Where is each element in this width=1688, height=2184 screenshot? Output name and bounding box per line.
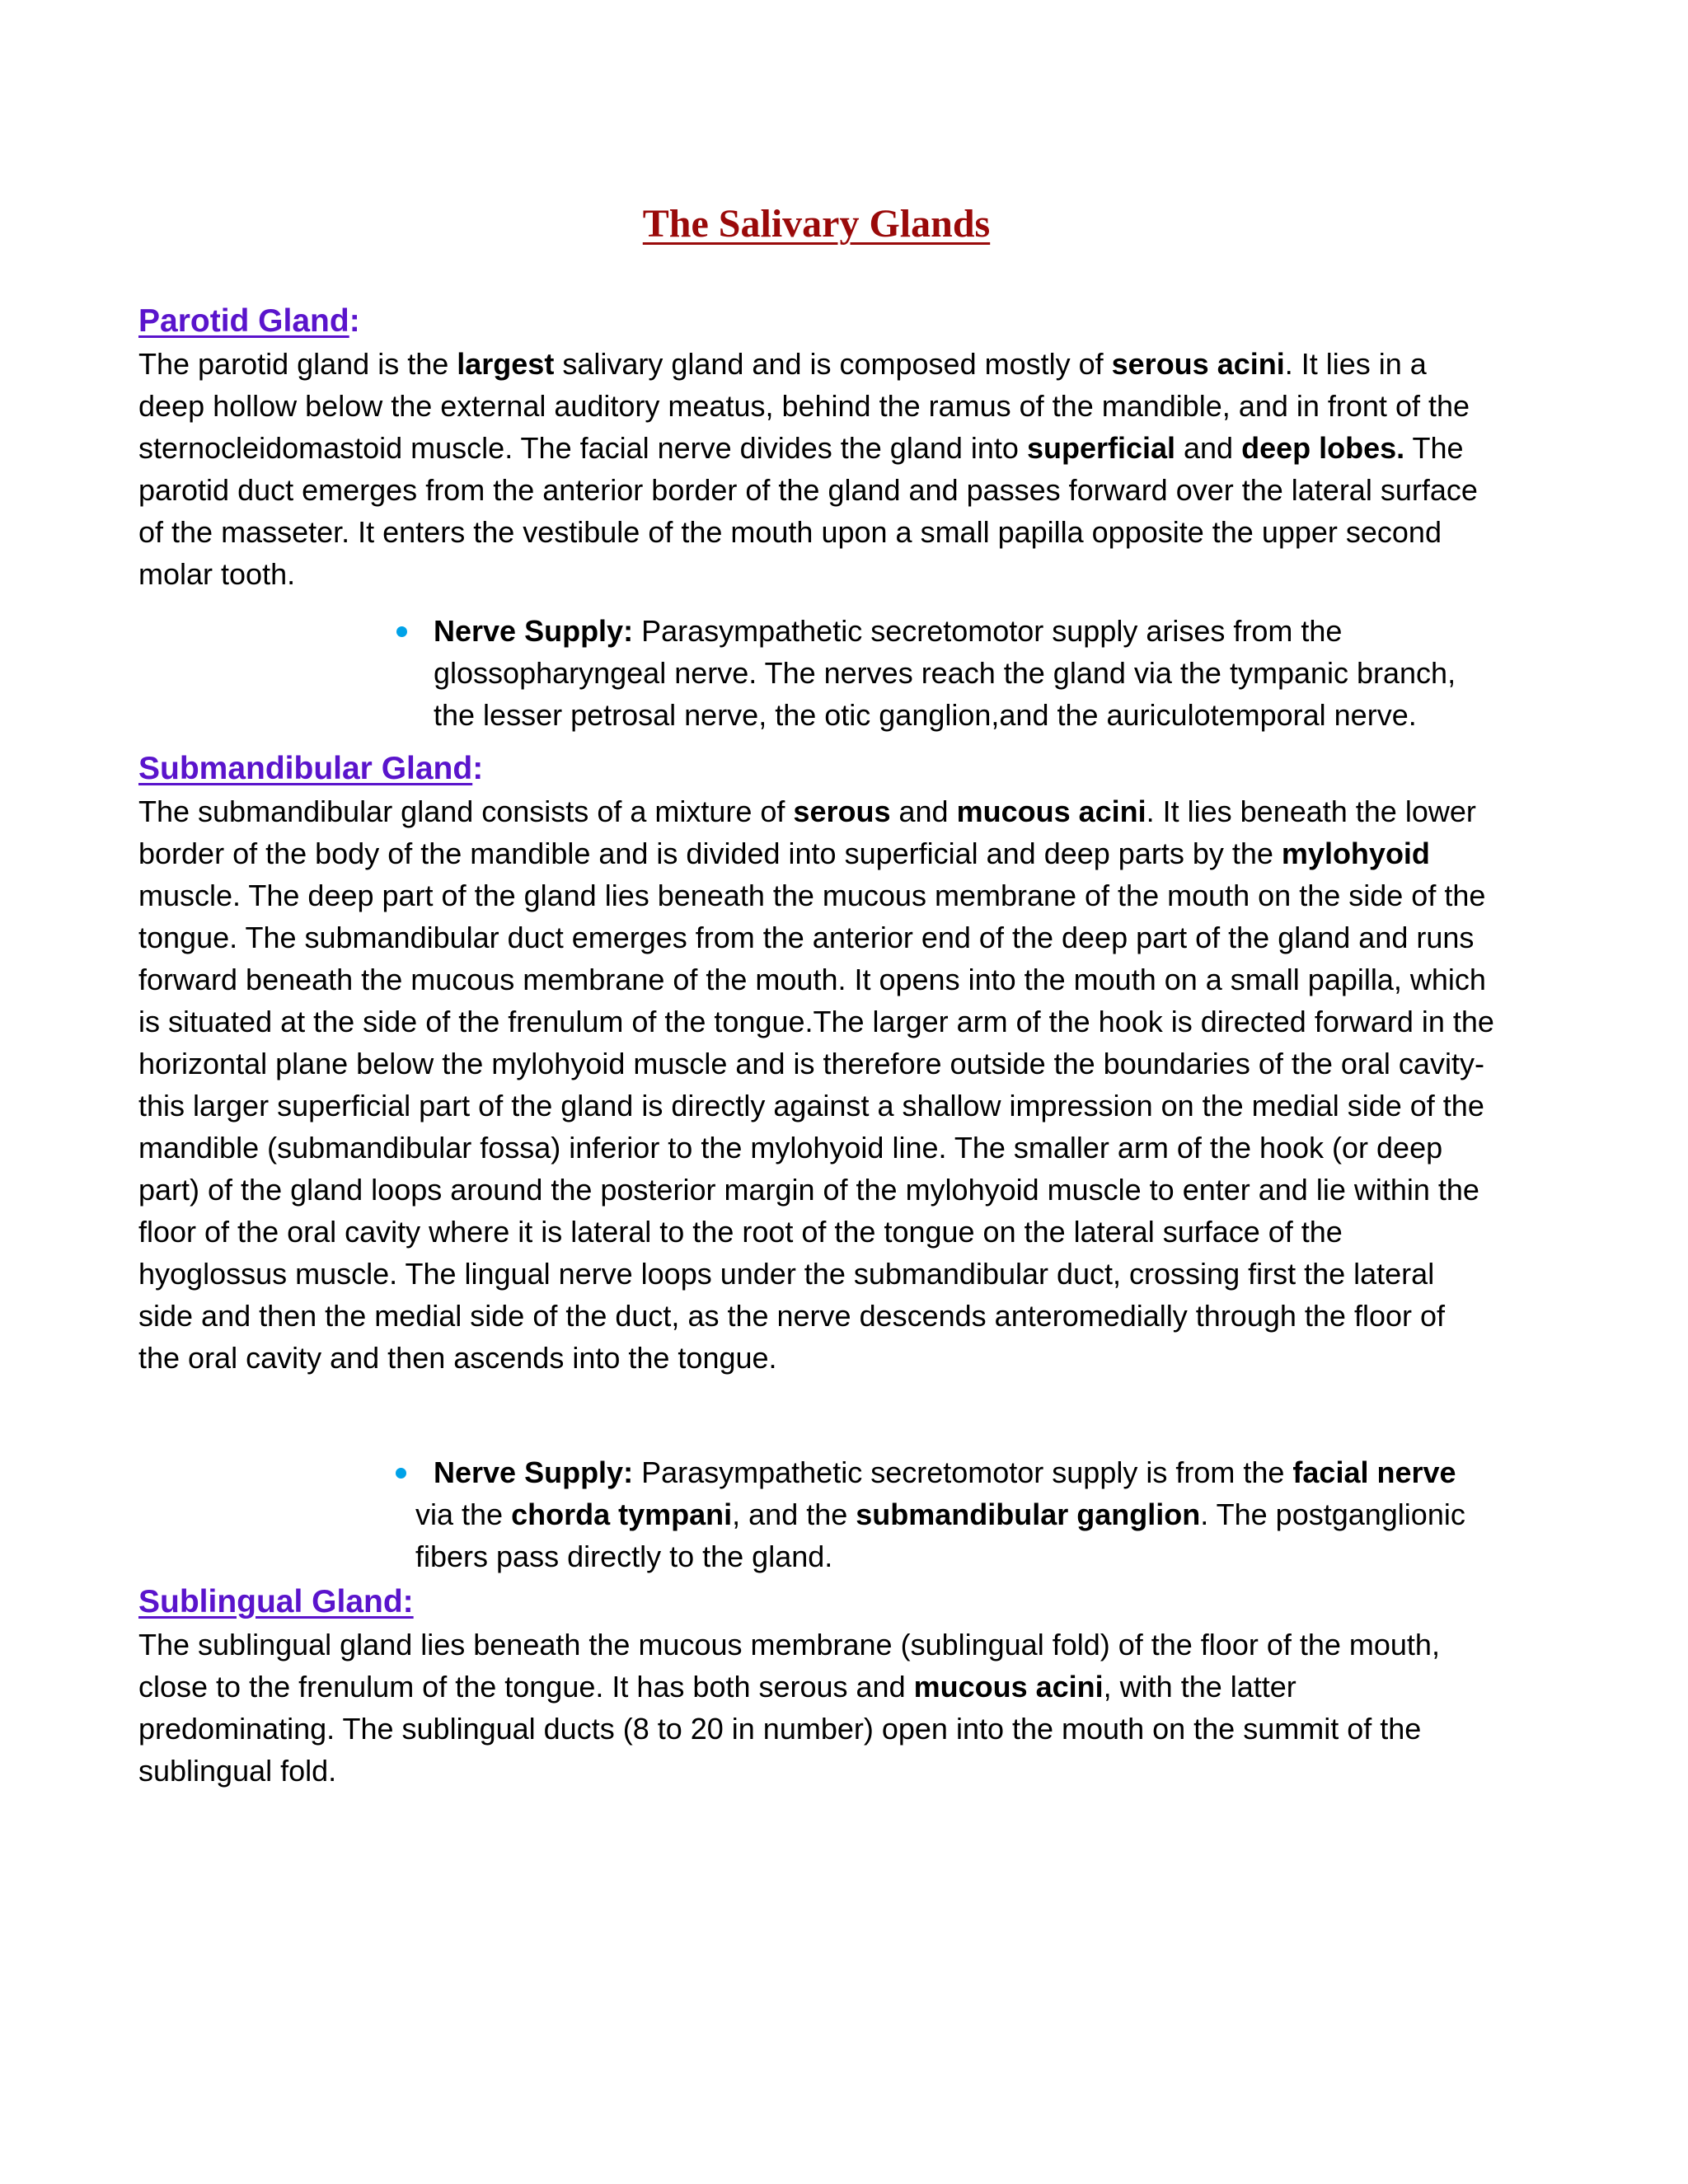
bold-term: chorda tympani: [511, 1497, 733, 1531]
text-run: . The postganglionic fibers pass directly to the gland.: [415, 1497, 1465, 1573]
bold-term: submandibular ganglion: [856, 1497, 1201, 1531]
bold-term: superficial: [1026, 431, 1176, 465]
page-title: The Salivary Glands: [642, 202, 991, 246]
document-page: [138, 190, 1494, 1792]
bold-term: deep lobes.: [1241, 431, 1405, 465]
bullet-label: Nerve Supply:: [434, 614, 634, 648]
text-run: , with the latter predominating. The sublingual ducts (8 to 20 in number) open into the mouth on the summit of the sublingual fold.: [138, 1670, 1422, 1788]
parotid-nerve-supply-bullet: [434, 610, 1494, 736]
parotid-heading: [138, 300, 1494, 343]
bullet-dot-icon: [396, 626, 407, 637]
parotid-heading-colon: :: [349, 303, 360, 339]
text-run: The sublingual gland lies beneath the mucous membrane (sublingual fold) of the floor of the mouth, close to the frenulum of the tongue. It has both serous and: [138, 1628, 1440, 1704]
bold-term: mucous acini: [913, 1670, 1104, 1704]
sublingual-heading: Sublingual Gland:: [138, 1584, 414, 1619]
bold-term: mylohyoid: [1281, 837, 1430, 870]
submandibular-heading-colon: :: [472, 751, 484, 786]
bold-term: serous: [793, 794, 891, 828]
text-run: salivary gland and is composed mostly of: [554, 347, 1112, 381]
text-run: The submandibular gland consists of a mixture of: [138, 794, 794, 828]
text-run: and: [890, 794, 957, 828]
text-run: Parasympathetic secretomotor supply is from the: [633, 1455, 1293, 1489]
bold-term: mucous acini: [956, 794, 1146, 828]
text-run: The parotid gland is the: [138, 347, 457, 381]
sublingual-paragraph: [138, 1624, 1494, 1792]
parotid-paragraph: [138, 343, 1494, 595]
text-run: Parasympathetic secretomotor supply arises from the glossopharyngeal nerve. The nerves reach the gland via the tympanic branch, the lesser petrosal nerve, the otic ganglion,and the auriculotemporal nerve.: [434, 614, 1456, 732]
submandibular-heading: [138, 748, 1494, 790]
submandibular-paragraph: [138, 790, 1494, 1379]
text-run: The parotid duct emerges from the anterior border of the gland and passes forward over the lateral surface of the masseter. It enters the vestibule of the mouth upon a small papilla opposite the upper second molar tooth.: [138, 431, 1478, 591]
bullet-label: Nerve Supply:: [434, 1455, 634, 1489]
bold-term: largest: [457, 347, 555, 381]
text-run: . It lies beneath the lower border of the body of the mandible and is divided into superficial and deep parts by the: [138, 794, 1476, 870]
bullet-dot-icon: [396, 1468, 406, 1479]
submandibular-nerve-supply-bullet: [415, 1451, 1494, 1577]
bold-term: serous acini: [1111, 347, 1285, 381]
text-run: muscle. The deep part of the gland lies beneath the mucous membrane of the mouth on the side of the tongue. The submandibular duct emerges from the anterior end of the deep part of the gland and runs forward beneath the mucous membrane of the mouth. It opens into the mouth on a small papilla, which is situated at the side of the frenulum of the tongue.The larger arm of the hook is directed forward in the horizontal plane below the mylohyoid muscle and is therefore outside the boundaries of the oral cavity-this larger superficial part of the gland is directly against a shallow impression on the medial side of the mandible (submandibular fossa) inferior to the mylohyoid line. The smaller arm of the hook (or deep part) of the gland loops around the posterior margin of the mylohyoid muscle to enter and lie within the floor of the oral cavity where it is lateral to the root of the tongue on the lateral surface of the hyoglossus muscle. The lingual nerve loops under the submandibular duct, crossing first the lateral side and then the medial side of the duct, as the nerve descends anteromedially through the floor of the oral cavity and then ascends into the tongue.: [138, 879, 1494, 1375]
text-run: and: [1175, 431, 1242, 465]
text-run: , and the: [732, 1497, 856, 1531]
parotid-heading-text: Parotid Gland: [138, 303, 349, 339]
submandibular-heading-text: Submandibular Gland: [138, 751, 473, 786]
text-run: . It lies in a deep hollow below the external auditory meatus, behind the ramus of the mandible, and in front of the sternocleidomastoid muscle. The facial nerve divides the gland into: [138, 347, 1470, 465]
bold-term: facial nerve: [1292, 1455, 1456, 1489]
text-run: via the: [415, 1497, 512, 1531]
